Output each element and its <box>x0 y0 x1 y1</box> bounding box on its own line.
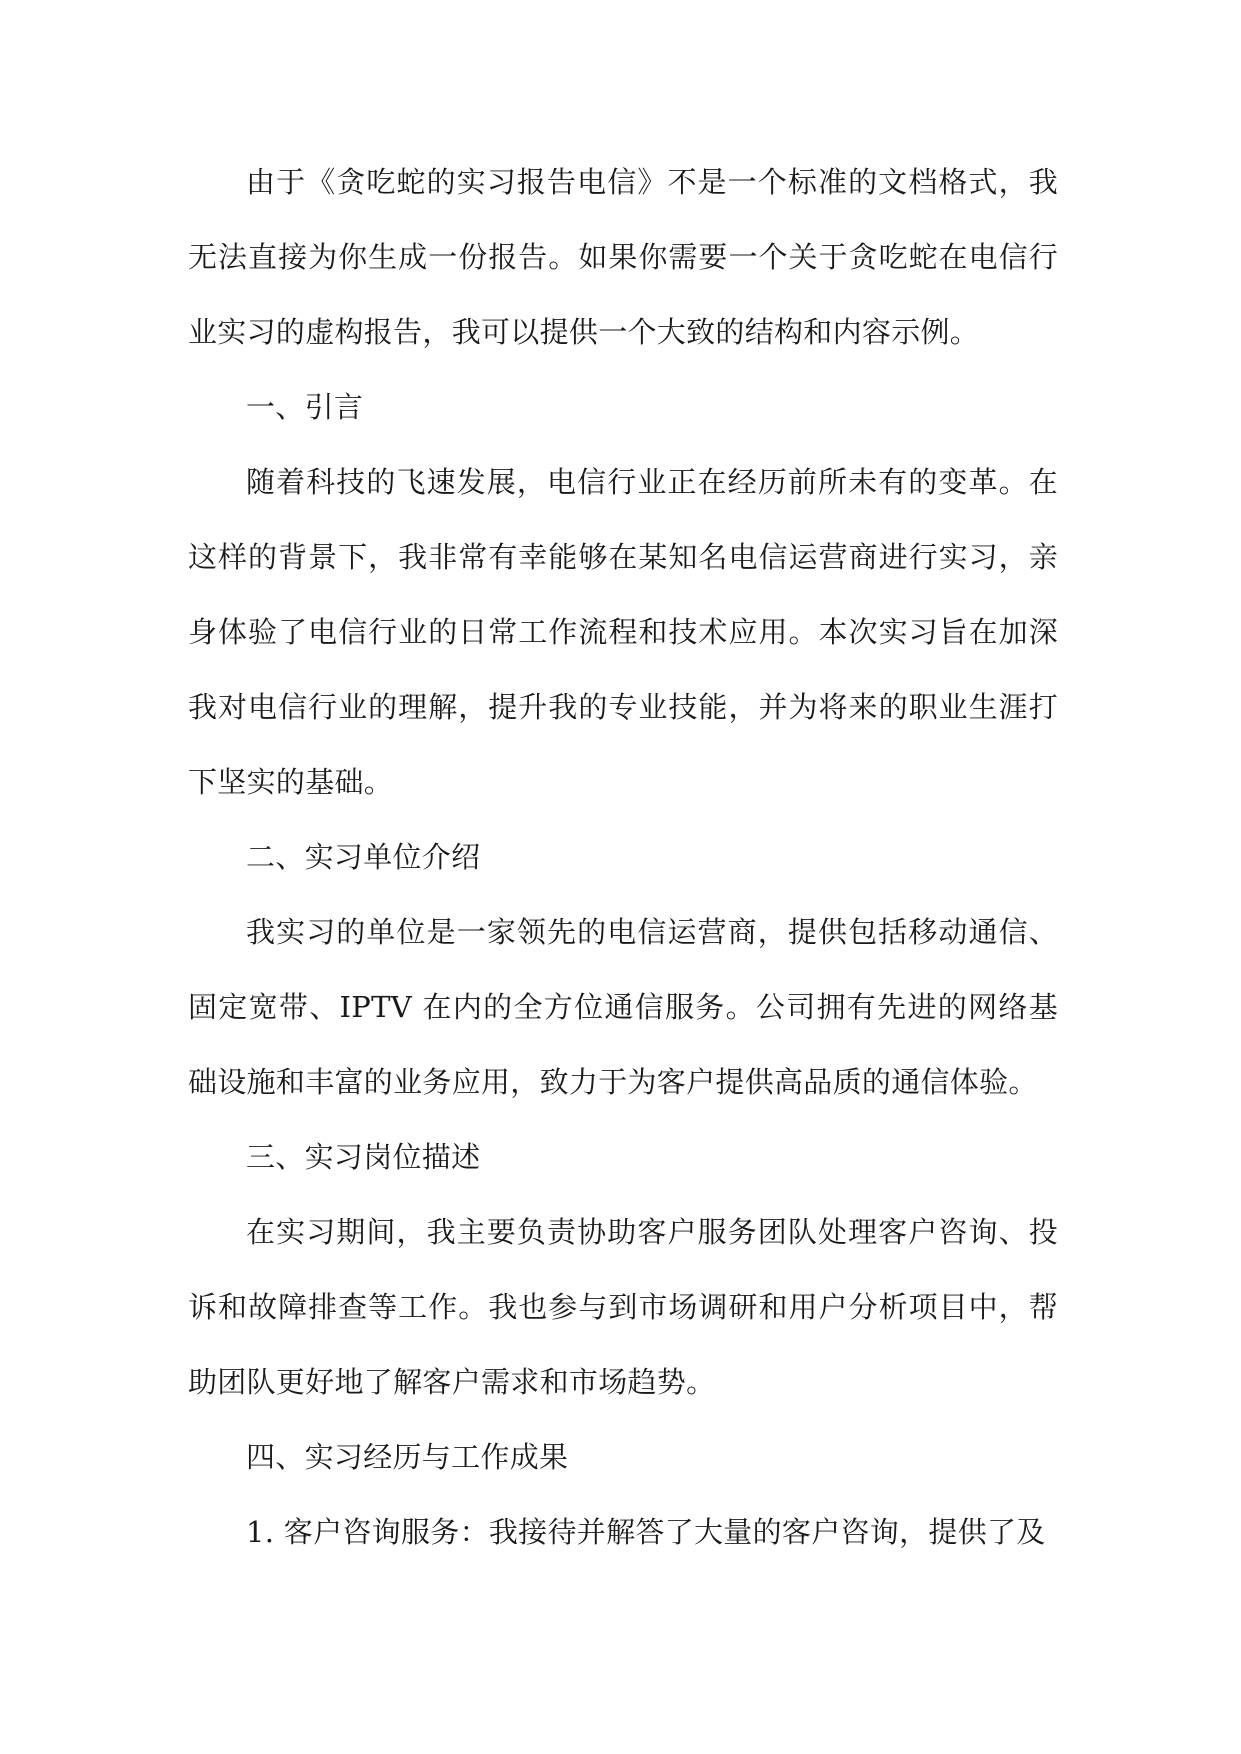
section-heading-position: 三、实习岗位描述 <box>246 1140 481 1174</box>
experience-item-1: 1. 客户咨询服务：我接待并解答了大量的客户咨询，提供了及 <box>246 1515 1046 1549</box>
intro-paragraph: 由于《贪吃蛇的实习报告电信》不是一个标准的文档格式，我无法直接为你生成一份报告。如果你需要一个关于贪吃蛇在电信行业实习的虚构报告，我可以提供一个大致的结构和内容示例。 <box>188 165 1058 349</box>
introduction-paragraph: 随着科技的飞速发展，电信行业正在经历前所未有的变革。在这样的背景下，我非常有幸能够在某知名电信运营商进行实习，亲身体验了电信行业的日常工作流程和技术应用。本次实习旨在加深我对电信行业的理解，提升我的专业技能，并为将来的职业生涯打下坚实的基础。 <box>188 465 1058 799</box>
section-heading-introduction: 一、引言 <box>246 390 364 424</box>
section-heading-experience: 四、实习经历与工作成果 <box>246 1440 569 1474</box>
document-body <box>188 145 1058 1570</box>
company-paragraph: 我实习的单位是一家领先的电信运营商，提供包括移动通信、固定宽带、IPTV 在内的全方位通信服务。公司拥有先进的网络基础设施和丰富的业务应用，致力于为客户提供高品质的通信体验。 <box>188 915 1058 1099</box>
position-paragraph: 在实习期间，我主要负责协助客户服务团队处理客户咨询、投诉和故障排查等工作。我也参与到市场调研和用户分析项目中，帮助团队更好地了解客户需求和市场趋势。 <box>188 1215 1058 1399</box>
section-heading-company: 二、实习单位介绍 <box>246 840 481 874</box>
